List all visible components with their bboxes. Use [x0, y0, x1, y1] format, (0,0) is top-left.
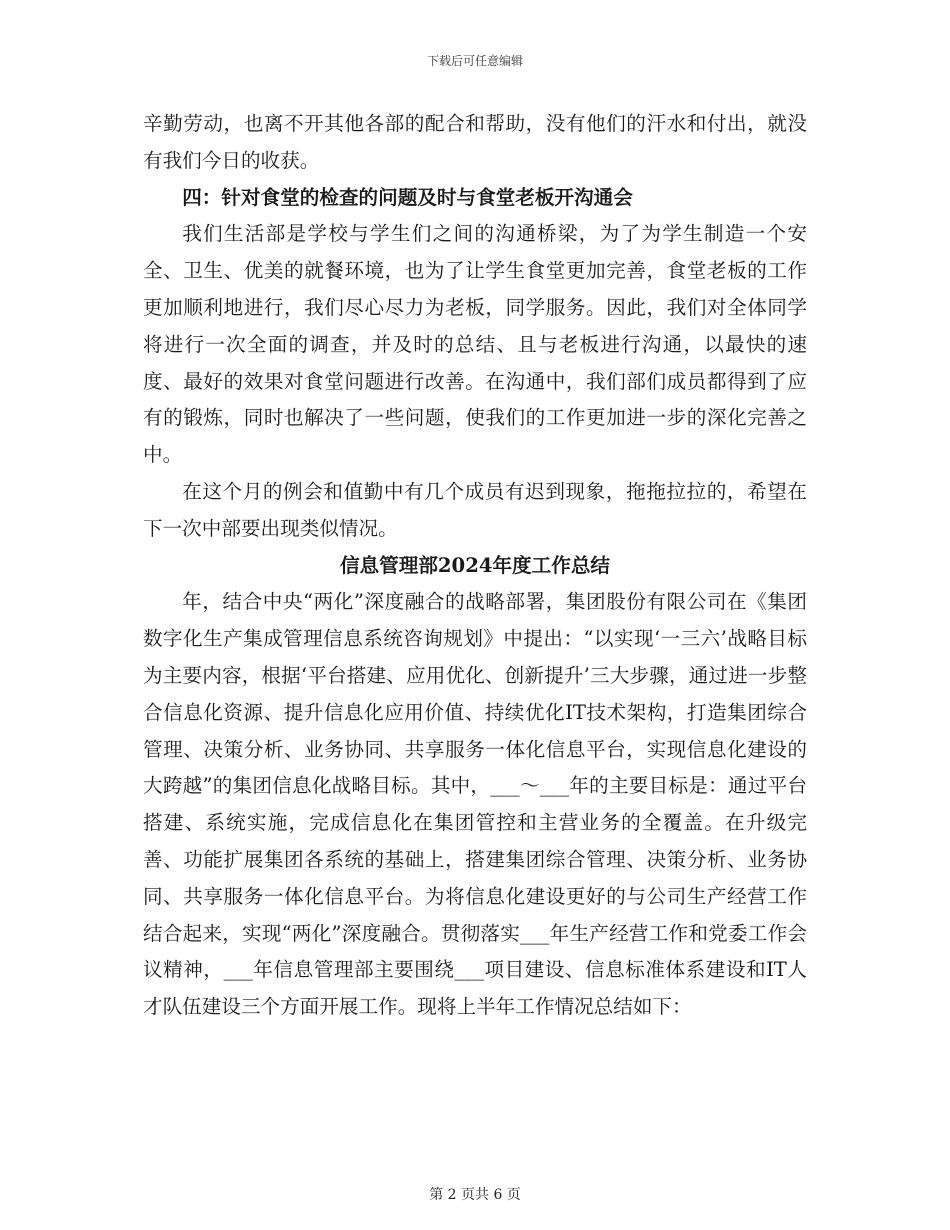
paragraph-attendance: 在这个月的例会和值勤中有几个成员有迟到现象，拖拖拉拉的，希望在下一次中部要出现类似情况。: [143, 479, 807, 540]
paragraph-canteen: 我们生活部是学校与学生们之间的沟通桥梁，为了为学生制造一个安全、卫生、优美的就餐环境，也为了让学生食堂更加完善，食堂老板的工作更加顺利地进行，我们尽心尽力为老板，同学服务。因此，我们对全体同学将进行一次全面的调查，并及时的总结、且与老板进行沟通，以最快的速度、最好的效果对食堂问题进行改善。在沟通中，我们部们成员都得到了应有的锻炼，同时也解决了一些问题，使我们的工作更加进一步的深化完善之中。: [143, 222, 807, 467]
paragraph-continuation: 辛勤劳动，也离不开其他各部的配合和帮助，没有他们的汗水和付出，就没有我们今日的收获。: [143, 112, 807, 172]
page-footer: 第 2 页共 6 页: [429, 1187, 521, 1203]
page-header: 下载后可任意编辑: [426, 54, 523, 68]
section-heading-four: 四：针对食堂的检查的问题及时与食堂老板开沟通会: [182, 185, 633, 209]
document-title: 信息管理部2024年度工作总结: [339, 553, 611, 577]
paragraph-it-summary: 年，结合中央“两化”深度融合的战略部署，集团股份有限公司在《集团数字化生产集成管理信息系统咨询规划》中提出：“以实现‘一三六’战略目标为主要内容，根据‘平台搭建、应用优化、创新提升’三大步骤，通过进一步整合信息化资源、提升信息化应用价值、持续优化IT技术架构，打造集团综合管理、决策分析、业务协同、共享服务一体化信息平台，实现信息化建设的大跨越”的集团信息化战略目标。其中，___～___年的主要目标是：通过平台搭建、系统实施，完成信息化在集团管控和主营业务的全覆盖。在升级完善、功能扩展集团各系统的基础上，搭建集团综合管理、决策分析、业务协同、共享服务一体化信息平台。为将信息化建设更好的与公司生产经营工作结合起来，实现“两化”深度融合。贯彻落实___年生产经营工作和党委工作会议精神，___年信息管理部主要围绕___项目建设、信息标准体系建设和IT人才队伍建设三个方面开展工作。现将上半年工作情况总结如下：: [143, 590, 807, 1019]
document-body: [143, 106, 807, 1026]
